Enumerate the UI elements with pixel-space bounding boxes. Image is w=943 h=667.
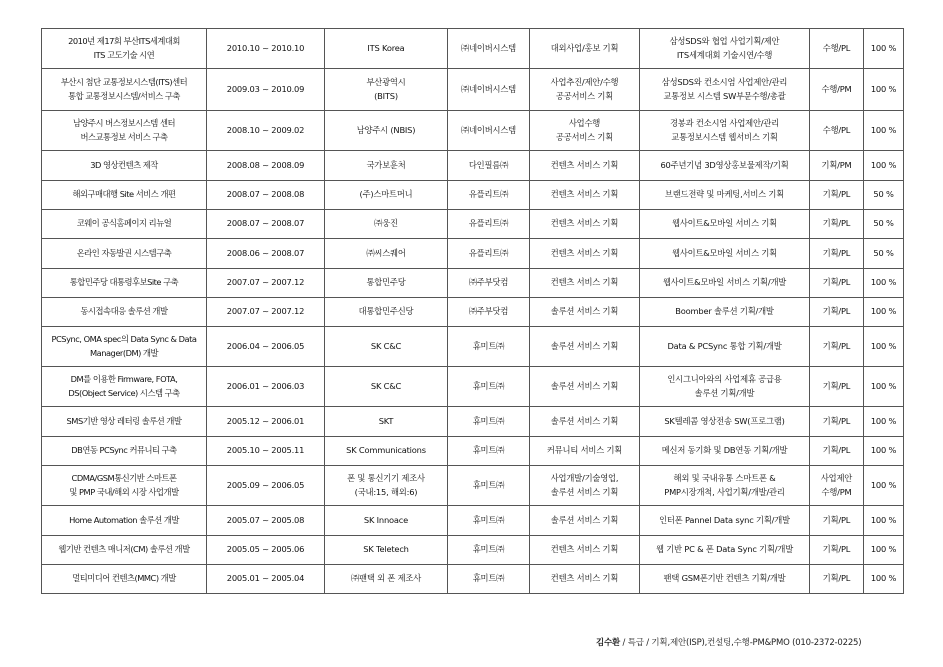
cell-ratio: 100 % xyxy=(864,151,904,181)
cell-role-line: 기획/PL xyxy=(822,514,851,525)
cell-role xyxy=(810,29,864,69)
cell-client-line: ㈜씨스퀘어 xyxy=(366,247,406,258)
cell-role xyxy=(810,565,864,594)
cell-client xyxy=(325,466,448,506)
cell-field-line: 컨텐츠 서비스 기획 xyxy=(550,247,619,258)
cell-ratio: 100 % xyxy=(864,69,904,111)
cell-content-line: Boomber 솔루션 기획/개발 xyxy=(675,306,774,317)
cell-client-line: SK Innoace xyxy=(363,514,409,525)
cell-content xyxy=(640,407,810,437)
cell-period: 2008.07 ~ 2008.08 xyxy=(207,181,325,210)
cell-field xyxy=(530,437,640,466)
cell-content xyxy=(640,151,810,181)
cell-role-line: 수행/PL xyxy=(822,42,851,53)
cell-company: 휴미트㈜ xyxy=(448,437,530,466)
cell-client xyxy=(325,239,448,269)
cell-project-line: ITS 고도기술 시연 xyxy=(93,49,155,60)
cell-content-line: 경봉과 컨소시엄 사업제안/관리 xyxy=(669,118,780,128)
cell-content-line: 삼성SDS와 협업 사업기획/제안 xyxy=(669,36,780,46)
cell-project-line: 부산시 첨단 교통정보시스템(ITS)센터 xyxy=(60,77,188,87)
cell-role xyxy=(810,298,864,327)
cell-field xyxy=(530,269,640,298)
cell-field xyxy=(530,111,640,151)
cell-field xyxy=(530,407,640,437)
cell-client-line: SK Teletech xyxy=(363,544,409,555)
cell-content xyxy=(640,466,810,506)
cell-content-line: 솔루션 기획/개발 xyxy=(694,387,755,398)
cell-role-line: 기획/PL xyxy=(822,218,851,229)
cell-period: 2005.01 ~ 2005.04 xyxy=(207,565,325,594)
cell-ratio: 100 % xyxy=(864,407,904,437)
cell-role xyxy=(810,69,864,111)
cell-client-line: ITS Korea xyxy=(367,42,405,53)
cell-field-line: 솔루션 서비스 기획 xyxy=(550,380,619,391)
cell-project xyxy=(42,367,207,407)
cell-company: 휴미트㈜ xyxy=(448,327,530,367)
cell-content xyxy=(640,210,810,239)
project-history-table xyxy=(41,28,904,594)
cell-project xyxy=(42,506,207,536)
table-row xyxy=(42,298,904,327)
cell-project xyxy=(42,181,207,210)
table-row xyxy=(42,565,904,594)
cell-client-line: 폰 및 통신기기 제조사 xyxy=(347,473,425,483)
cell-field-line: 컨텐츠 서비스 기획 xyxy=(550,218,619,229)
cell-field xyxy=(530,151,640,181)
cell-project xyxy=(42,111,207,151)
cell-role-line: 기획/PL xyxy=(822,306,851,317)
cell-content-line: ITS세계대회 기술시연/수행 xyxy=(676,49,773,60)
cell-client xyxy=(325,536,448,565)
cell-project-line: 코웨이 공식홈페이지 리뉴얼 xyxy=(76,218,172,229)
cell-field xyxy=(530,181,640,210)
cell-company: 다인필름㈜ xyxy=(448,151,530,181)
cell-project-line: 통합 교통정보시스템/서비스 구축 xyxy=(68,90,180,101)
cell-project-line: 웹기반 컨텐츠 매니저(CM) 솔루션 개발 xyxy=(58,544,190,555)
cell-project xyxy=(42,536,207,565)
cell-period: 2005.07 ~ 2005.08 xyxy=(207,506,325,536)
cell-client xyxy=(325,565,448,594)
cell-role xyxy=(810,437,864,466)
cell-role-line: 기획/PM xyxy=(821,159,852,170)
table-row xyxy=(42,111,904,151)
cell-content-line: 웹사이트&모바일 서비스 기획 xyxy=(672,247,777,258)
cell-content xyxy=(640,239,810,269)
cell-ratio: 50 % xyxy=(864,239,904,269)
cell-field-line: 컨텐츠 서비스 기획 xyxy=(550,544,619,555)
cell-client xyxy=(325,210,448,239)
cell-role xyxy=(810,210,864,239)
cell-company: 유플리트㈜ xyxy=(448,181,530,210)
cell-project-line: 버스교통정보 서비스 구축 xyxy=(80,131,168,142)
cell-client xyxy=(325,269,448,298)
cell-company: 휴미트㈜ xyxy=(448,407,530,437)
cell-client-line: SK C&C xyxy=(370,340,402,351)
cell-period: 2005.12 ~ 2006.01 xyxy=(207,407,325,437)
table-row xyxy=(42,239,904,269)
cell-project xyxy=(42,210,207,239)
table-row xyxy=(42,181,904,210)
cell-content xyxy=(640,29,810,69)
cell-project-line: 온라인 자동발권 시스템구축 xyxy=(76,247,172,258)
table-row xyxy=(42,536,904,565)
cell-project-line: 해외구매대행 Site 서비스 개편 xyxy=(72,189,176,200)
cell-role-line: 기획/PL xyxy=(822,380,851,391)
cell-content-line: 웹사이트&모바일 서비스 기획 xyxy=(672,218,777,229)
cell-client xyxy=(325,69,448,111)
cell-project xyxy=(42,69,207,111)
cell-content-line: 팬택 GSM폰기반 컨텐츠 기획/개발 xyxy=(663,573,786,584)
cell-period: 2008.07 ~ 2008.07 xyxy=(207,210,325,239)
table-row xyxy=(42,151,904,181)
cell-field-line: 컨텐츠 서비스 기획 xyxy=(550,573,619,584)
cell-project xyxy=(42,29,207,69)
table-row xyxy=(42,367,904,407)
cell-ratio: 100 % xyxy=(864,367,904,407)
cell-field-line: 컨텐츠 서비스 기획 xyxy=(550,277,619,288)
cell-client-line: (BITS) xyxy=(374,90,398,101)
cell-client xyxy=(325,151,448,181)
cell-project-line: DB연동 PCSync 커뮤니티 구축 xyxy=(71,445,177,456)
cell-field-line: 사업추진/제안/수행 xyxy=(550,77,619,87)
cell-client xyxy=(325,298,448,327)
table-row xyxy=(42,69,904,111)
cell-content-line: Data & PCSync 통합 기획/개발 xyxy=(667,340,782,351)
cell-field-line: 공공서비스 기획 xyxy=(555,131,614,142)
table-row xyxy=(42,327,904,367)
cell-period: 2008.10 ~ 2009.02 xyxy=(207,111,325,151)
cell-company: ㈜주부닷컴 xyxy=(448,298,530,327)
cell-content-line: 교통정보 시스템 SW부문수행/총괄 xyxy=(663,90,786,101)
cell-client xyxy=(325,181,448,210)
table-row xyxy=(42,407,904,437)
cell-role xyxy=(810,506,864,536)
cell-role xyxy=(810,466,864,506)
cell-period: 2010.10 ~ 2010.10 xyxy=(207,29,325,69)
cell-field xyxy=(530,298,640,327)
cell-field xyxy=(530,565,640,594)
cell-project-line: 및 PMP 국내/해외 시장 사업개발 xyxy=(69,486,179,497)
cell-client-line: (국내:15, 해외:6) xyxy=(354,486,418,497)
table-body xyxy=(42,29,904,594)
cell-client-line: SKT xyxy=(378,415,394,426)
cell-project xyxy=(42,565,207,594)
cell-content xyxy=(640,298,810,327)
cell-field xyxy=(530,210,640,239)
cell-period: 2009.03 ~ 2010.09 xyxy=(207,69,325,111)
cell-client-line: SK Communications xyxy=(346,445,426,456)
cell-content xyxy=(640,327,810,367)
cell-role-line: 사업제안 xyxy=(820,473,853,483)
cell-content-line: PMP시장개척, 사업기획/개발/관리 xyxy=(664,486,785,497)
cell-role-line: 기획/PL xyxy=(822,340,851,351)
cell-company: 휴미트㈜ xyxy=(448,536,530,565)
cell-ratio: 100 % xyxy=(864,565,904,594)
cell-field-line: 컨텐츠 서비스 기획 xyxy=(550,159,619,170)
cell-content xyxy=(640,565,810,594)
cell-field xyxy=(530,536,640,565)
cell-role xyxy=(810,151,864,181)
table-row xyxy=(42,466,904,506)
cell-client-line: 부산광역시 xyxy=(366,77,406,87)
cell-field-line: 사업수행 xyxy=(568,118,601,128)
cell-project-line: 남양주시 버스정보시스템 센터 xyxy=(73,118,175,128)
cell-content-line: 웹사이트&모바일 서비스 기획/개발 xyxy=(662,277,787,288)
cell-content-line: 웹 기반 PC & 폰 Data Sync 기획/개발 xyxy=(655,544,794,555)
cell-project-line: DM를 이용한 Firmware, FOTA, xyxy=(70,374,178,384)
cell-period: 2008.06 ~ 2008.07 xyxy=(207,239,325,269)
cell-period: 2005.05 ~ 2005.06 xyxy=(207,536,325,565)
cell-field-line: 컨텐츠 서비스 기획 xyxy=(550,189,619,200)
author-name: 김수환 xyxy=(596,638,621,648)
cell-project-line: Manager(DM) 개발 xyxy=(89,347,159,358)
cell-ratio: 100 % xyxy=(864,269,904,298)
cell-field xyxy=(530,239,640,269)
cell-field xyxy=(530,466,640,506)
cell-ratio: 50 % xyxy=(864,210,904,239)
cell-role xyxy=(810,239,864,269)
cell-client-line: 국가보훈처 xyxy=(366,159,406,170)
table-row xyxy=(42,506,904,536)
cell-company: ㈜네이버시스템 xyxy=(448,29,530,69)
table-row xyxy=(42,210,904,239)
cell-ratio: 100 % xyxy=(864,466,904,506)
cell-company: 휴미트㈜ xyxy=(448,466,530,506)
cell-project-line: 동시접속대응 솔루션 개발 xyxy=(80,306,168,317)
cell-period: 2005.09 ~ 2006.05 xyxy=(207,466,325,506)
cell-client-line: ㈜팬택 외 폰 제조사 xyxy=(350,573,422,584)
footer-signature xyxy=(596,636,861,648)
cell-field xyxy=(530,29,640,69)
cell-company: ㈜네이버시스템 xyxy=(448,69,530,111)
cell-role-line: 기획/PL xyxy=(822,247,851,258)
cell-content xyxy=(640,69,810,111)
author-description: 기획,제안(ISP),컨설팅,수행-PM&PMO (010-2372-0225) xyxy=(651,638,862,648)
cell-client xyxy=(325,111,448,151)
author-grade: 특급 xyxy=(627,638,644,648)
cell-project xyxy=(42,239,207,269)
table-row xyxy=(42,269,904,298)
cell-content-line: 삼성SDS와 컨소시엄 사업제안/관리 xyxy=(661,77,788,87)
footer-separator: / xyxy=(620,638,628,648)
cell-role-line: 기획/PL xyxy=(822,544,851,555)
cell-client xyxy=(325,506,448,536)
cell-project xyxy=(42,269,207,298)
cell-period: 2005.10 ~ 2005.11 xyxy=(207,437,325,466)
cell-company: 휴미트㈜ xyxy=(448,565,530,594)
cell-period: 2007.07 ~ 2007.12 xyxy=(207,269,325,298)
cell-field-line: 공공서비스 기획 xyxy=(555,90,614,101)
cell-project xyxy=(42,407,207,437)
cell-role xyxy=(810,536,864,565)
cell-project-line: SMS기반 영상 레터링 솔루션 개발 xyxy=(66,415,182,426)
cell-project xyxy=(42,466,207,506)
cell-client xyxy=(325,407,448,437)
cell-client xyxy=(325,327,448,367)
cell-project-line: 멀티미디어 컨텐츠(MMC) 개발 xyxy=(72,573,176,584)
cell-project xyxy=(42,298,207,327)
cell-period: 2007.07 ~ 2007.12 xyxy=(207,298,325,327)
cell-content xyxy=(640,437,810,466)
cell-content-line: 메신저 동기화 및 DB연동 기획/개발 xyxy=(661,445,788,456)
cell-client-line: SK C&C xyxy=(370,380,402,391)
footer-separator: / xyxy=(643,638,652,648)
cell-content-line: SK텔레콤 영상전송 SW(프로그램) xyxy=(664,415,785,426)
cell-company: 휴미트㈜ xyxy=(448,506,530,536)
cell-content xyxy=(640,506,810,536)
cell-role-line: 기획/PL xyxy=(822,445,851,456)
cell-content xyxy=(640,269,810,298)
cell-company: ㈜주부닷컴 xyxy=(448,269,530,298)
cell-content xyxy=(640,367,810,407)
cell-period: 2006.04 ~ 2006.05 xyxy=(207,327,325,367)
cell-project-line: CDMA/GSM통신기반 스마트폰 xyxy=(71,473,177,483)
cell-ratio: 100 % xyxy=(864,506,904,536)
cell-project-line: 3D 영상컨텐츠 제작 xyxy=(90,159,158,170)
cell-role xyxy=(810,327,864,367)
cell-field xyxy=(530,69,640,111)
cell-project-line: DS(Object Service) 시스템 구축 xyxy=(68,387,180,398)
cell-company: 휴미트㈜ xyxy=(448,367,530,407)
cell-field-line: 솔루션 서비스 기획 xyxy=(550,306,619,317)
cell-ratio: 100 % xyxy=(864,29,904,69)
cell-project xyxy=(42,437,207,466)
cell-ratio: 100 % xyxy=(864,437,904,466)
cell-period: 2008.08 ~ 2008.09 xyxy=(207,151,325,181)
cell-field xyxy=(530,327,640,367)
cell-role xyxy=(810,181,864,210)
cell-role-line: 기획/PL xyxy=(822,277,851,288)
cell-company: ㈜네이버시스템 xyxy=(448,111,530,151)
cell-field-line: 솔루션 서비스 기획 xyxy=(550,486,619,497)
cell-project-line: 통합민주당 대통령후보Site 구축 xyxy=(69,277,179,288)
cell-project xyxy=(42,327,207,367)
cell-client-line: (주)스마트머니 xyxy=(359,189,413,200)
cell-content-line: 해외 및 국내유통 스마트폰 & xyxy=(673,473,776,483)
cell-content-line: 브랜드전략 및 마케팅,서비스 기획 xyxy=(664,189,785,200)
cell-ratio: 100 % xyxy=(864,298,904,327)
cell-field-line: 솔루션 서비스 기획 xyxy=(550,340,619,351)
cell-project-line: PCSync, OMA spec의 Data Sync & Data xyxy=(51,334,197,344)
cell-project-line: Home Automation 솔루션 개발 xyxy=(69,514,179,525)
cell-role-line: 수행/PL xyxy=(822,124,851,135)
cell-ratio: 50 % xyxy=(864,181,904,210)
cell-ratio: 100 % xyxy=(864,536,904,565)
cell-client-line: 남양주시 (NBIS) xyxy=(356,124,416,135)
cell-role-line: 수행/PM xyxy=(821,486,852,497)
cell-content-line: 인시그니아와의 사업제휴 공급용 xyxy=(667,374,782,384)
cell-client-line: 통합민주당 xyxy=(366,277,406,288)
cell-company: 유플리트㈜ xyxy=(448,239,530,269)
cell-content-line: 60주년기념 3D영상홍보물제작/기획 xyxy=(660,159,789,170)
cell-client xyxy=(325,29,448,69)
cell-content xyxy=(640,181,810,210)
cell-role xyxy=(810,269,864,298)
cell-content-line: 교통정보시스템 웹서비스 기획 xyxy=(671,131,778,142)
cell-ratio: 100 % xyxy=(864,111,904,151)
cell-field xyxy=(530,506,640,536)
cell-field-line: 커뮤니티 서비스 기획 xyxy=(546,445,623,456)
cell-content xyxy=(640,536,810,565)
cell-client xyxy=(325,437,448,466)
cell-role xyxy=(810,367,864,407)
cell-field xyxy=(530,367,640,407)
cell-role xyxy=(810,407,864,437)
cell-field-line: 솔루션 서비스 기획 xyxy=(550,514,619,525)
cell-client xyxy=(325,367,448,407)
cell-client-line: 대통합민주신당 xyxy=(358,306,414,317)
table-row xyxy=(42,29,904,69)
cell-content xyxy=(640,111,810,151)
cell-client-line: ㈜웅진 xyxy=(374,218,398,229)
cell-role xyxy=(810,111,864,151)
cell-field-line: 솔루션 서비스 기획 xyxy=(550,415,619,426)
cell-role-line: 기획/PL xyxy=(822,415,851,426)
cell-project-line: 2010년 제17회 부산ITS세계대회 xyxy=(68,36,180,46)
cell-role-line: 기획/PL xyxy=(822,573,851,584)
cell-project xyxy=(42,151,207,181)
cell-field-line: 대외사업/홍보 기획 xyxy=(550,42,619,53)
cell-field-line: 사업개발/기술영업, xyxy=(550,473,619,483)
cell-ratio: 100 % xyxy=(864,327,904,367)
cell-role-line: 수행/PM xyxy=(821,83,852,94)
cell-company: 유플리트㈜ xyxy=(448,210,530,239)
cell-content-line: 인터폰 Pannel Data sync 기획/개발 xyxy=(659,514,790,525)
table-row xyxy=(42,437,904,466)
cell-period: 2006.01 ~ 2006.03 xyxy=(207,367,325,407)
cell-role-line: 기획/PL xyxy=(822,189,851,200)
